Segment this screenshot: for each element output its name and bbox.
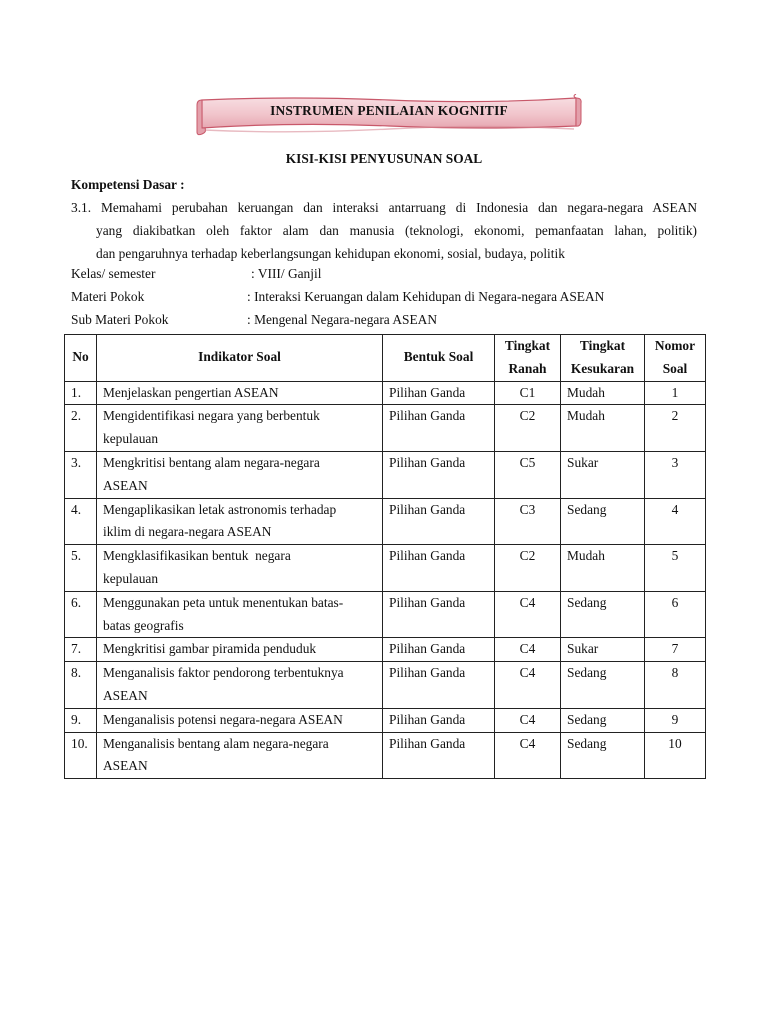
table-row: [65, 451, 706, 498]
cell-no: 9.: [65, 708, 97, 732]
header-line: Kesukaran: [570, 360, 635, 376]
cell-nomor: 8: [645, 662, 706, 709]
table-row: [65, 662, 706, 709]
cell-indikator: [97, 405, 383, 452]
table-row: [65, 591, 706, 638]
cell-nomor: 4: [645, 498, 706, 545]
cell-no: 5.: [65, 545, 97, 592]
cell-ranah: C1: [495, 381, 561, 405]
cell-nomor: 5: [645, 545, 706, 592]
kd-heading: Kompetensi Dasar :: [71, 177, 185, 192]
indikator-line: batas geografis: [103, 617, 184, 633]
cell-kesukaran: Sukar: [561, 451, 645, 498]
meta-key: Kelas/ semester: [71, 266, 156, 281]
header-tingkat-ranah: [495, 335, 561, 382]
indikator-line: Menjelaskan pengertian ASEAN: [103, 384, 279, 400]
indikator-line: Mengidentifikasi negara yang berbentuk: [103, 408, 320, 424]
header-nomor-soal: [645, 335, 706, 382]
cell-nomor: 3: [645, 451, 706, 498]
meta-value: : Interaksi Keruangan dalam Kehidupan di Negara-negara ASEAN: [247, 289, 605, 304]
cell-kesukaran: Mudah: [561, 381, 645, 405]
table-row: [65, 405, 706, 452]
header-no: No: [65, 335, 97, 382]
cell-nomor: 10: [645, 732, 706, 779]
cell-ranah: C4: [495, 638, 561, 662]
cell-ranah: C4: [495, 708, 561, 732]
cell-ranah: C2: [495, 405, 561, 452]
meta-sub-materi: [71, 309, 437, 331]
cell-no: 6.: [65, 591, 97, 638]
cell-no: 4.: [65, 498, 97, 545]
cell-nomor: 6: [645, 591, 706, 638]
meta-value: : Mengenal Negara-negara ASEAN: [247, 312, 437, 327]
cell-nomor: 1: [645, 381, 706, 405]
header-bentuk: Bentuk Soal: [383, 335, 495, 382]
cell-indikator: [97, 591, 383, 638]
cell-ranah: C4: [495, 662, 561, 709]
indikator-line: Mengkritisi gambar piramida penduduk: [103, 641, 317, 657]
indikator-line: kepulauan: [103, 431, 159, 447]
table-row: [65, 638, 706, 662]
table-row: [65, 381, 706, 405]
indikator-line: Mengkritisi bentang alam negara-negara: [103, 454, 320, 470]
title-banner: [196, 94, 582, 136]
cell-bentuk: Pilihan Ganda: [383, 451, 495, 498]
header-indikator: Indikator Soal: [97, 335, 383, 382]
cell-indikator: [97, 381, 383, 405]
kd-line: dan pengaruhnya terhadap keberlangsungan kehidupan ekonomi, sosial, budaya, politik: [96, 245, 565, 261]
cell-kesukaran: Sedang: [561, 732, 645, 779]
document-title: KISI-KISI PENYUSUNAN SOAL: [285, 151, 483, 166]
cell-nomor: 7: [645, 638, 706, 662]
cell-kesukaran: Sedang: [561, 498, 645, 545]
header-tingkat-kesukaran: [561, 335, 645, 382]
cell-kesukaran: Sedang: [561, 708, 645, 732]
kd-description: [71, 197, 697, 265]
cell-bentuk: Pilihan Ganda: [383, 638, 495, 662]
cell-no: 10.: [65, 732, 97, 779]
banner-title: INSTRUMEN PENILAIAN KOGNITIF: [270, 103, 508, 118]
cell-bentuk: Pilihan Ganda: [383, 591, 495, 638]
indikator-line: Mengaplikasikan letak astronomis terhadap: [103, 501, 337, 517]
cell-no: 8.: [65, 662, 97, 709]
cell-bentuk: Pilihan Ganda: [383, 732, 495, 779]
cell-kesukaran: Sedang: [561, 662, 645, 709]
cell-ranah: C3: [495, 498, 561, 545]
cell-kesukaran: Sedang: [561, 591, 645, 638]
cell-no: 1.: [65, 381, 97, 405]
cell-bentuk: Pilihan Ganda: [383, 381, 495, 405]
kd-line: 3.1. Memahami perubahan keruangan dan interaksi antarruang di Indonesia dan negara-negara ASEAN: [71, 200, 697, 215]
cell-nomor: 2: [645, 405, 706, 452]
cell-indikator: [97, 732, 383, 779]
meta-materi-pokok: [71, 286, 604, 308]
indikator-line: Menganalisis bentang alam negara-negara: [103, 735, 329, 751]
indikator-line: Menganalisis potensi negara-negara ASEAN: [103, 711, 343, 727]
table-row: [65, 545, 706, 592]
header-line: Tingkat: [579, 338, 626, 353]
cell-no: 7.: [65, 638, 97, 662]
table-row: [65, 732, 706, 779]
indikator-line: ASEAN: [103, 687, 148, 703]
indikator-line: ASEAN: [103, 758, 148, 774]
table-row: [65, 498, 706, 545]
indikator-line: Menggunakan peta untuk menentukan batas-: [103, 594, 344, 610]
cell-ranah: C5: [495, 451, 561, 498]
meta-key: Materi Pokok: [71, 289, 145, 304]
meta-value: : VIII/ Ganjil: [251, 266, 322, 281]
indikator-line: ASEAN: [103, 477, 148, 493]
cell-ranah: C2: [495, 545, 561, 592]
kisi-kisi-table: [64, 334, 706, 779]
cell-bentuk: Pilihan Ganda: [383, 662, 495, 709]
cell-bentuk: Pilihan Ganda: [383, 498, 495, 545]
header-line: Tingkat: [504, 338, 551, 353]
table-header-row: [65, 335, 706, 382]
cell-bentuk: Pilihan Ganda: [383, 545, 495, 592]
kd-line: yang diakibatkan oleh faktor alam dan manusia (teknologi, ekonomi, pemanfaatan lahan, politik): [96, 222, 697, 238]
cell-no: 2.: [65, 405, 97, 452]
cell-kesukaran: Mudah: [561, 545, 645, 592]
indikator-line: Menganalisis faktor pendorong terbentuknya: [103, 665, 344, 681]
cell-ranah: C4: [495, 732, 561, 779]
cell-nomor: 9: [645, 708, 706, 732]
cell-indikator: [97, 498, 383, 545]
cell-indikator: [97, 451, 383, 498]
header-line: Soal: [662, 360, 688, 376]
meta-key: Sub Materi Pokok: [71, 312, 169, 327]
cell-bentuk: Pilihan Ganda: [383, 405, 495, 452]
cell-bentuk: Pilihan Ganda: [383, 708, 495, 732]
cell-no: 3.: [65, 451, 97, 498]
header-line: Nomor: [654, 338, 696, 353]
cell-indikator: [97, 708, 383, 732]
header-line: Ranah: [508, 360, 547, 376]
cell-kesukaran: Mudah: [561, 405, 645, 452]
indikator-line: kepulauan: [103, 570, 159, 586]
indikator-line: Mengklasifikasikan bentuk negara: [103, 548, 291, 564]
table-row: [65, 708, 706, 732]
cell-ranah: C4: [495, 591, 561, 638]
cell-indikator: [97, 662, 383, 709]
meta-kelas: [71, 263, 321, 285]
cell-kesukaran: Sukar: [561, 638, 645, 662]
indikator-line: iklim di negara-negara ASEAN: [103, 524, 272, 540]
cell-indikator: [97, 638, 383, 662]
cell-indikator: [97, 545, 383, 592]
